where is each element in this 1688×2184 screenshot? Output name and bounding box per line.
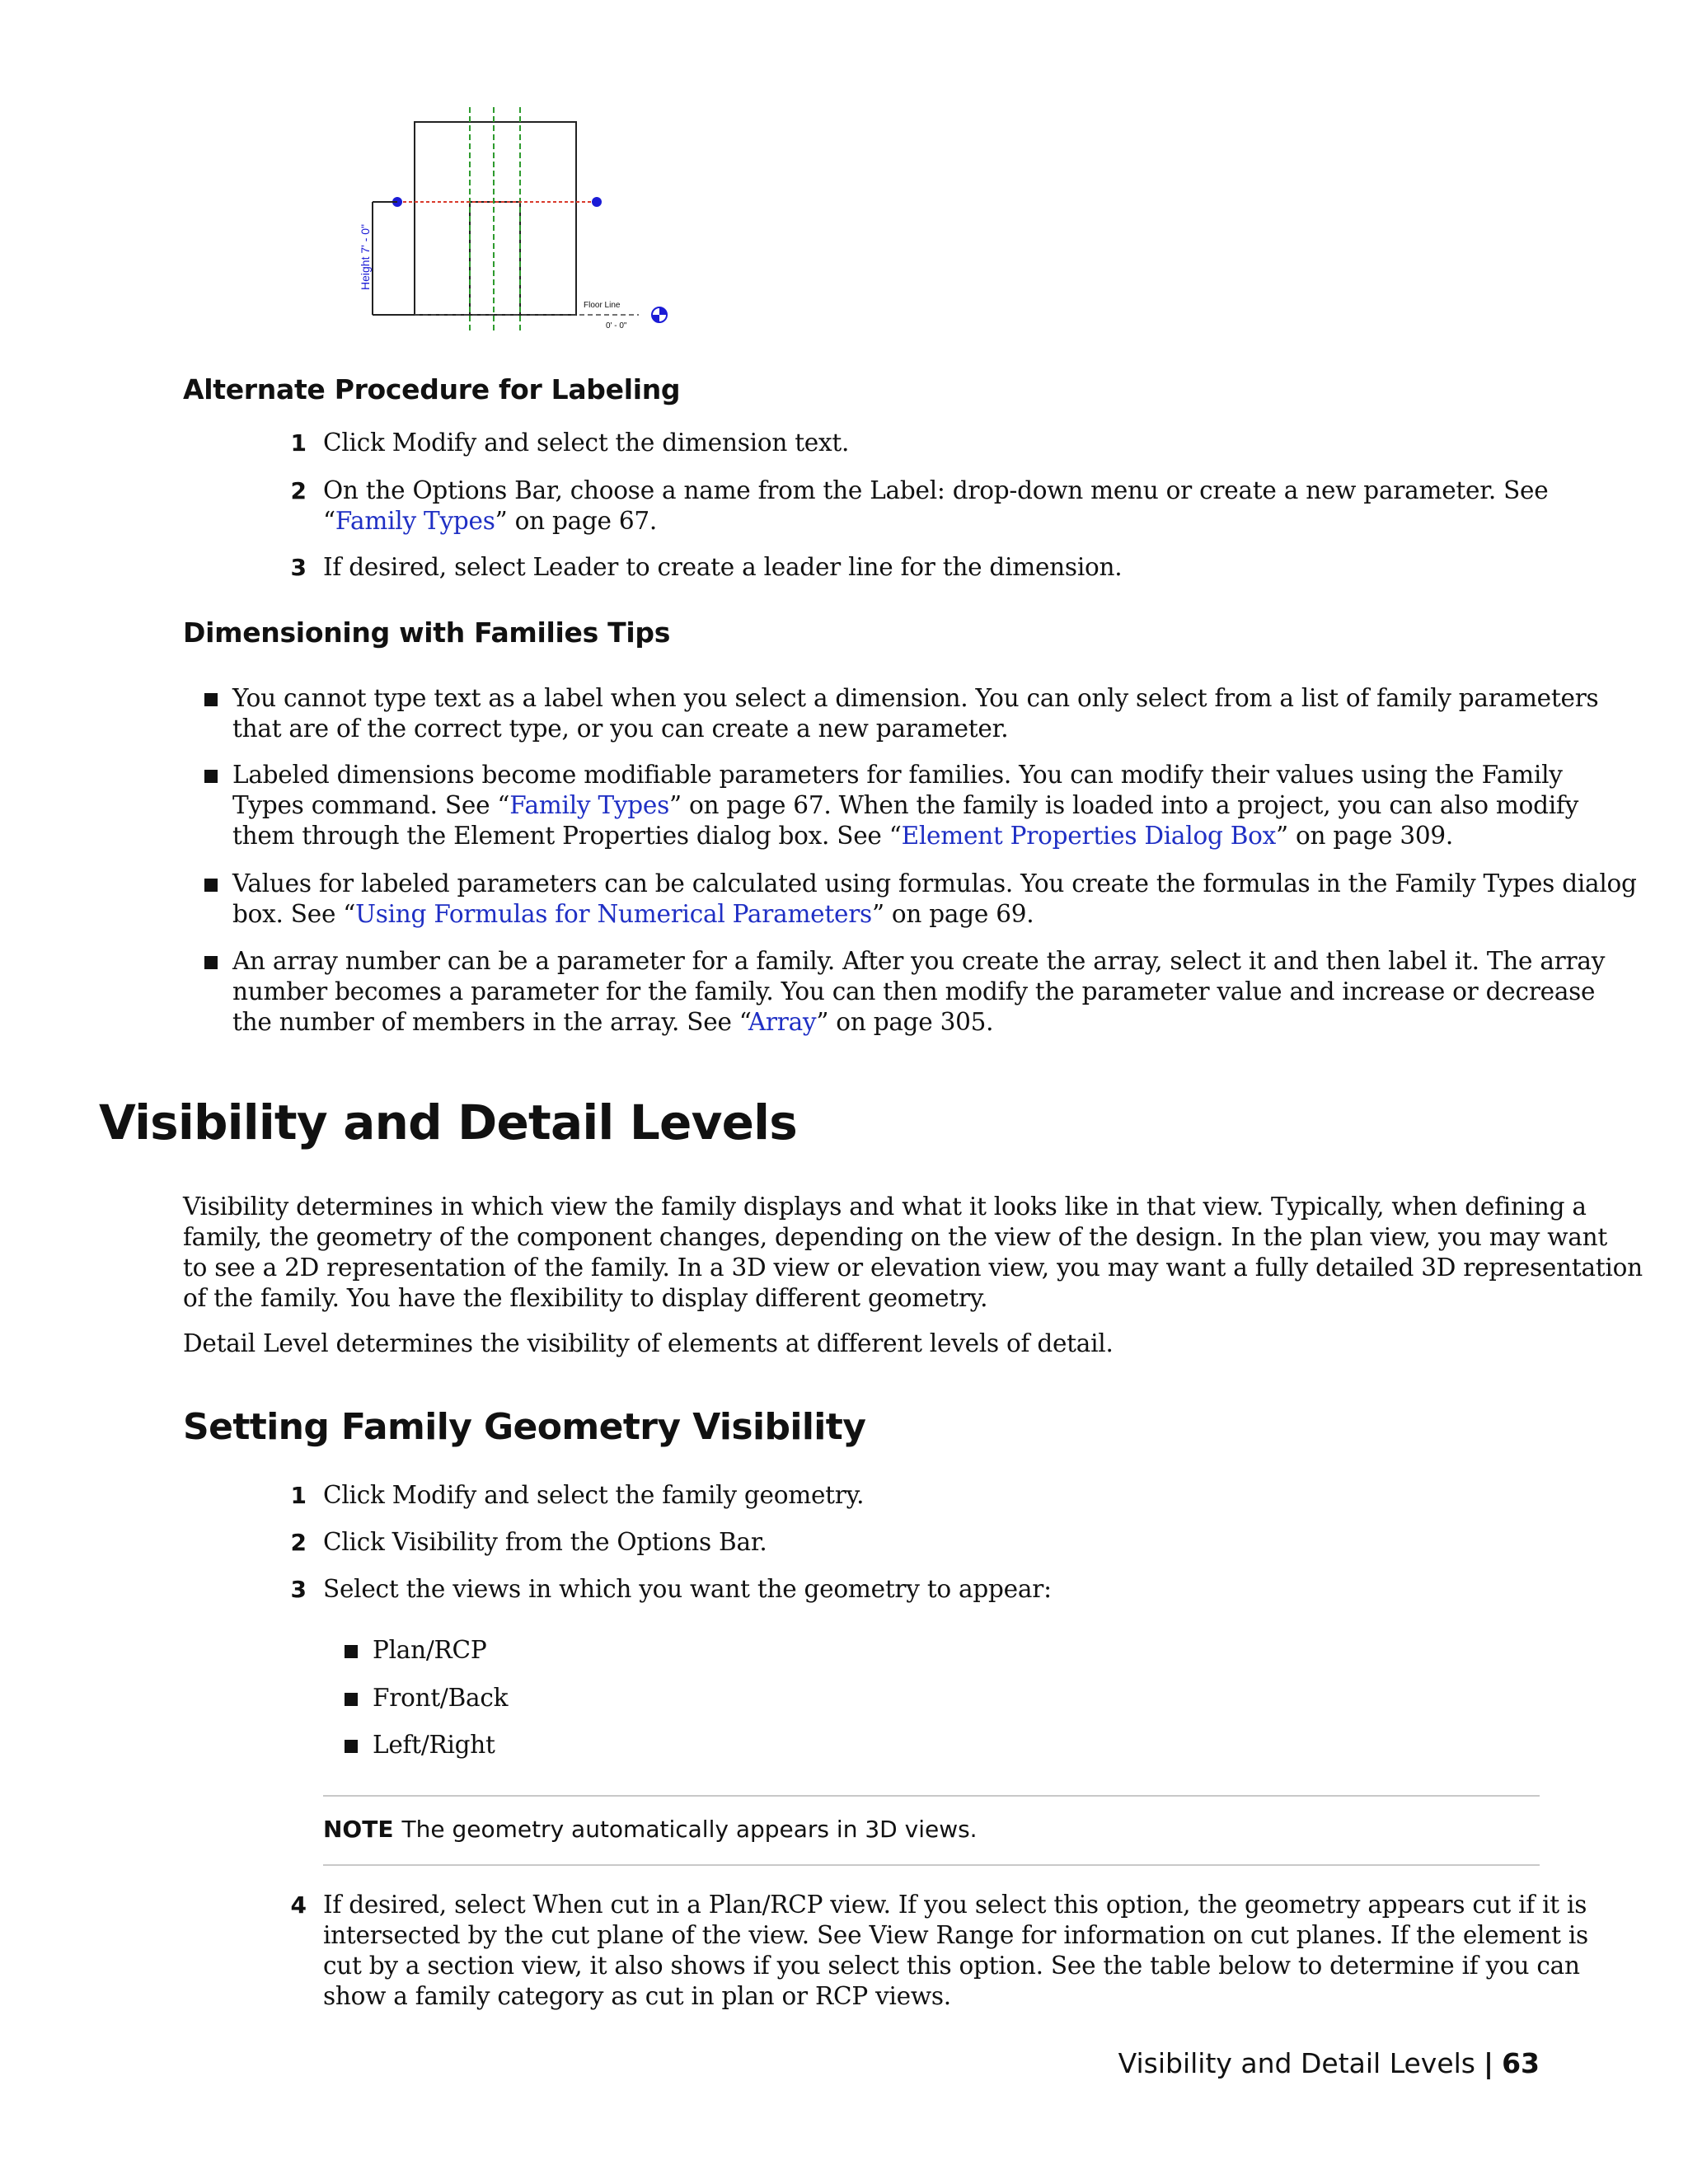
view-option: Front/Back [373, 1684, 509, 1712]
bullet-line: them through the Element Properties dialog box. See “Element Properties Dialog Box” on page 309. [232, 822, 1454, 850]
bullet-icon [204, 956, 218, 969]
step-number: 2 [290, 477, 307, 504]
family-outline [415, 122, 576, 315]
step-number: 3 [290, 1576, 307, 1603]
floor-line-label: Floor Line [584, 301, 621, 310]
link-family-types[interactable]: Family Types [509, 791, 670, 819]
step-text: If desired, select Leader to create a leader line for the dimension. [323, 553, 1123, 581]
step-text: Click Visibility from the Options Bar. [323, 1528, 767, 1556]
bullet-line: Types command. See “Family Types” on page 67. When the family is loaded into a project, you can also modify [232, 791, 1579, 819]
bullet-icon [204, 879, 218, 892]
bullet-line: the number of members in the array. See “Array” on page 305. [232, 1008, 994, 1036]
note-label: NOTE [323, 1816, 394, 1843]
step-line: If desired, select When cut in a Plan/RCP view. If you select this option, the geometry appears cut if it is [323, 1891, 1587, 1919]
step-number: 2 [290, 1529, 307, 1556]
paragraph-line: family, the geometry of the component changes, depending on the view of the design. In the plan view, you may want [183, 1223, 1607, 1251]
floor-line-value: 0' - 0" [606, 321, 627, 330]
page-number: 63 [1502, 2047, 1540, 2079]
paragraph-line: to see a 2D representation of the family. In a 3D view or elevation view, you may want a fully detailed 3D representation [183, 1254, 1643, 1282]
step-number: 3 [290, 554, 307, 581]
step-text [323, 1890, 1588, 2012]
inner-rectangle [470, 202, 520, 315]
step-text: Select the views in which you want the geometry to appear: [323, 1575, 1052, 1603]
step-line: intersected by the cut plane of the view. See View Range for information on cut planes. If the element is [323, 1921, 1588, 1949]
footer-separator: | [1484, 2047, 1494, 2079]
bullet-icon [204, 693, 218, 706]
step-text: Click Modify and select the family geometry. [323, 1481, 865, 1509]
paragraph-detail-level: Detail Level determines the visibility of elements at different levels of detail. [183, 1329, 1114, 1357]
link-array[interactable]: Array [748, 1008, 817, 1036]
bullet-line: Values for labeled parameters can be calculated using formulas. You create the formulas in the Family Types dialog [232, 869, 1637, 898]
note [323, 1815, 978, 1844]
bullet-line: You cannot type text as a label when you select a dimension. You can only select from a list of family parameters [232, 684, 1599, 712]
view-option: Left/Right [373, 1731, 495, 1759]
bullet-icon [204, 770, 218, 783]
step-line: cut by a section view, it also shows if you select this option. See the table below to determine if you can [323, 1952, 1580, 1980]
link-using-formulas[interactable]: Using Formulas for Numerical Parameters [355, 900, 872, 928]
link-element-properties[interactable]: Element Properties Dialog Box [901, 822, 1277, 850]
step-number: 1 [290, 1482, 307, 1509]
note-text: The geometry automatically appears in 3D views. [401, 1816, 978, 1843]
link-family-types[interactable]: Family Types [335, 507, 495, 535]
step-text: Click Modify and select the dimension text. [323, 429, 850, 457]
heading-setting-geometry-visibility: Setting Family Geometry Visibility [183, 1406, 866, 1448]
footer-title: Visibility and Detail Levels [1118, 2047, 1475, 2079]
view-option: Plan/RCP [373, 1636, 487, 1664]
page-ref: ” on page 67. [495, 507, 658, 535]
bullet-line: number becomes a parameter for the family. You can then modify the parameter value and increase or decrease [232, 977, 1596, 1005]
bullet-line: that are of the correct type, or you can create a new parameter. [232, 715, 1009, 743]
quote-mark: “ [323, 507, 335, 535]
bullet-line: Labeled dimensions become modifiable parameters for families. You can modify their values using the Family [232, 761, 1563, 789]
paragraph-line: Visibility determines in which view the family displays and what it looks like in that view. Typically, when defining a [183, 1193, 1587, 1221]
bullet-icon [345, 1693, 358, 1706]
paragraph-line: of the family. You have the flexibility to display different geometry. [183, 1284, 988, 1312]
heading-visibility-detail-levels: Visibility and Detail Levels [99, 1094, 797, 1151]
drag-handle-right[interactable] [592, 197, 602, 207]
bullet-icon [345, 1645, 358, 1658]
bullet-line: box. See “Using Formulas for Numerical Parameters” on page 69. [232, 900, 1034, 928]
note-box [323, 1795, 1540, 1866]
bullet-icon [345, 1740, 358, 1753]
step-line: show a family category as cut in plan or RCP views. [323, 1982, 951, 2010]
page-footer [1118, 2047, 1540, 2079]
height-label[interactable]: Height 7' - 0" [359, 223, 372, 290]
level-marker-icon[interactable] [652, 307, 667, 322]
paragraph-visibility [183, 1192, 1643, 1314]
bullet-text [232, 869, 1637, 930]
bullet-line: An array number can be a parameter for a family. After you create the array, select it and then label it. The array [232, 947, 1606, 975]
step-text: On the Options Bar, choose a name from the Label: drop-down menu or create a new parameter. See [323, 476, 1549, 504]
heading-dimensioning-tips: Dimensioning with Families Tips [183, 616, 671, 649]
bullet-text [232, 760, 1578, 851]
step-number: 4 [290, 1891, 307, 1919]
step-number: 1 [290, 429, 307, 457]
heading-alternate-procedure: Alternate Procedure for Labeling [183, 373, 681, 405]
bullet-text [232, 683, 1598, 744]
dimension-figure [346, 99, 692, 338]
step-text-continued [323, 506, 657, 537]
bullet-text [232, 946, 1605, 1038]
